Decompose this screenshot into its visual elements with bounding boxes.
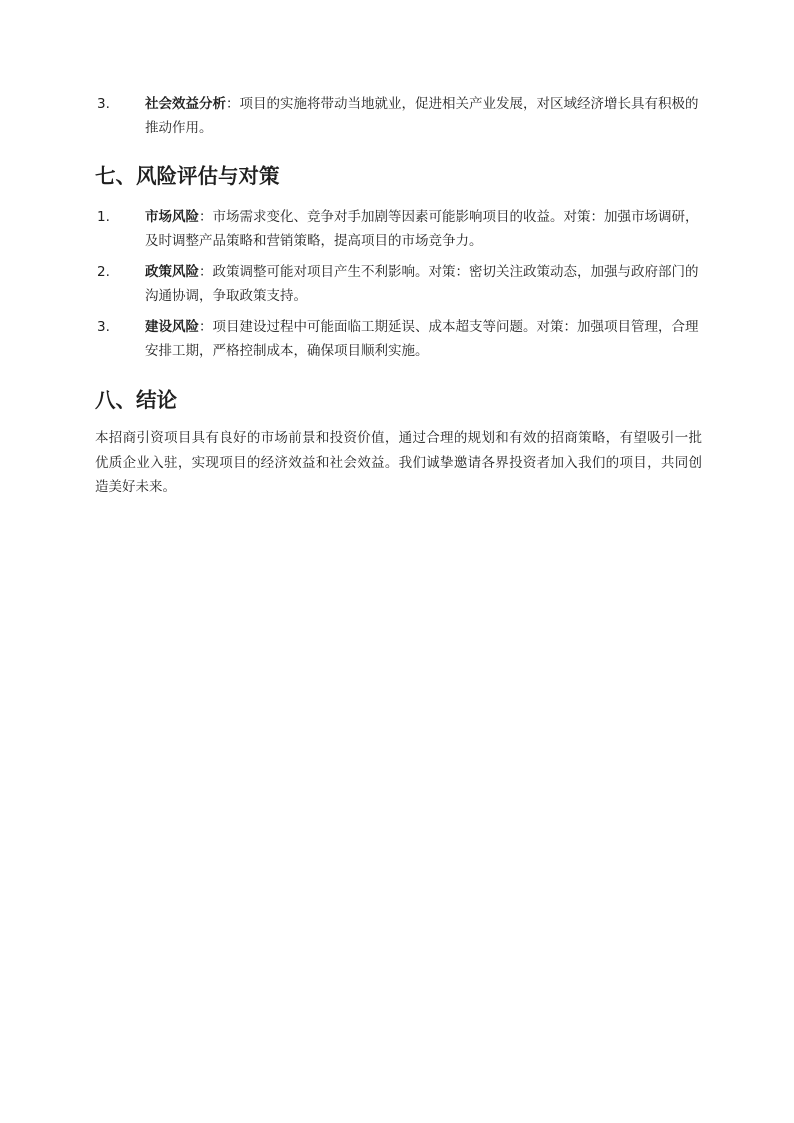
list-item-body [145,205,702,253]
list-item-number: 3. [97,96,110,112]
list-item-body [145,260,702,308]
section-heading-risk: 七、风险评估与对策 [95,164,280,188]
list-item [95,315,702,363]
list-item-number: 2. [97,264,110,280]
list-item-number: 1. [97,209,110,225]
list-item-text: ：项目建设过程中可能面临工期延误、成本超支等问题。对策：加强项目管理，合理安排工期，严格控制成本，确保项目顺利实施。 [145,319,699,359]
list-item-text: ：市场需求变化、竞争对手加剧等因素可能影响项目的收益。对策：加强市场调研，及时调整产品策略和营销策略，提高项目的市场竞争力。 [145,209,699,249]
list-item-number: 3. [97,319,110,335]
conclusion-paragraph: 本招商引资项目具有良好的市场前景和投资价值，通过合理的规划和有效的招商策略，有望吸引一批优质企业入驻，实现项目的经济效益和社会效益。我们诚挚邀请各界投资者加入我们的项目，共同创造美好未来。 [95,430,702,495]
list-item-term: 建设风险 [145,319,199,335]
document-page [95,92,702,500]
list-item-text: ：政策调整可能对项目产生不利影响。对策：密切关注政策动态，加强与政府部门的沟通协调，争取政策支持。 [145,264,699,304]
list-item-term: 社会效益分析 [145,96,226,112]
list-item-text: ：项目的实施将带动当地就业，促进相关产业发展，对区域经济增长具有积极的推动作用。 [145,96,699,136]
list-item-term: 政策风险 [145,264,199,280]
list-item-body [145,92,702,140]
list-item [95,260,702,308]
list-item [95,92,702,140]
list-item-body [145,315,702,363]
section-heading-conclusion: 八、结论 [95,388,177,412]
list-item-term: 市场风险 [145,209,199,225]
risk-list [95,205,702,363]
social-benefit-list [95,92,702,140]
list-item [95,205,702,253]
